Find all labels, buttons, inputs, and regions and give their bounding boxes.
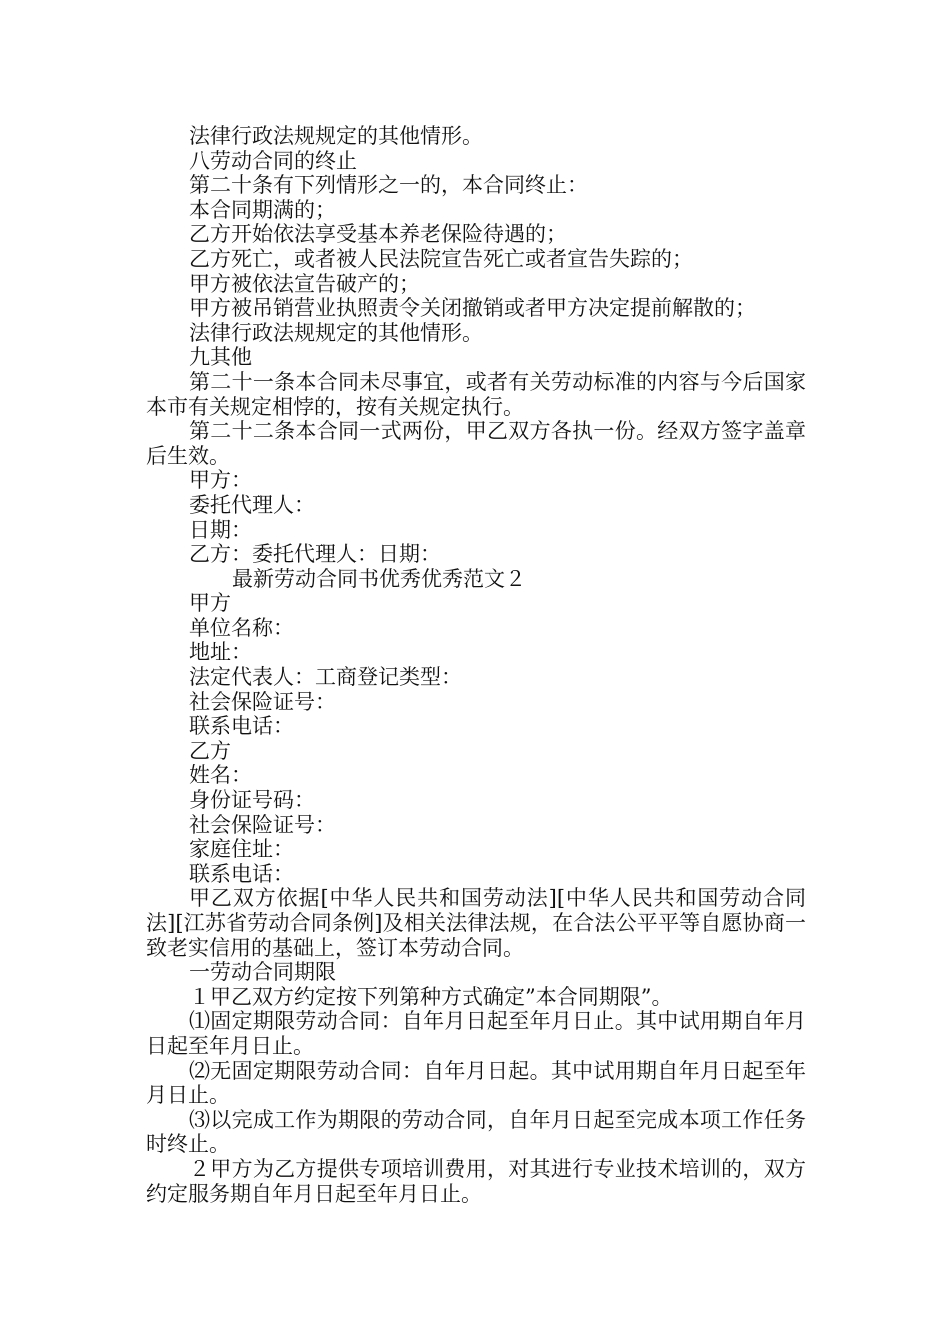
paragraph: 甲方被吊销营业执照责令关闭撤销或者甲方决定提前解散的； (189, 296, 756, 321)
paragraph: １甲乙双方约定按下列第种方式确定”本合同期限”。 (189, 984, 673, 1009)
form-field: 身份证号码： (189, 788, 315, 813)
document-title: 最新劳动合同书优秀优秀范文２ (232, 566, 526, 591)
paragraph: 本合同期满的； (189, 197, 336, 222)
form-field: 单位名称： (189, 615, 294, 640)
signature-field: 甲方： (189, 468, 252, 493)
form-field: 姓名： (189, 763, 252, 788)
signature-field: 乙方：委托代理人：日期： (189, 542, 441, 567)
form-field: 联系电话： (189, 714, 294, 739)
section-heading: 八劳动合同的终止 (189, 148, 357, 173)
paragraph: 法律行政法规规定的其他情形。 (189, 320, 483, 345)
party-heading: 乙方 (189, 738, 231, 763)
form-field: 家庭住址： (189, 837, 294, 862)
form-field: 地址： (189, 640, 252, 665)
paragraph: 乙方死亡，或者被人民法院宣告死亡或者宣告失踪的； (189, 246, 693, 271)
paragraph: 甲乙双方依据[中华人民共和国劳动法][中华人民共和国劳动合同法][江苏省劳动合同条例]及相关法律法规，在合法公平平等自愿协商一致老实信用的基础上，签订本劳动合同。 (146, 886, 806, 960)
section-heading: 九其他 (189, 345, 252, 370)
paragraph: ⑴固定期限劳动合同：自年月日起至年月日止。其中试用期自年月日起至年月日止。 (146, 1009, 806, 1058)
paragraph: ⑵无固定期限劳动合同：自年月日起。其中试用期自年月日起至年月日止。 (146, 1058, 806, 1108)
paragraph: 第二十二条本合同一式两份，甲乙双方各执一份。经双方签字盖章后生效。 (146, 419, 806, 468)
paragraph: 甲方被依法宣告破产的； (189, 271, 420, 296)
form-field: 社会保险证号： (189, 812, 336, 837)
paragraph: ２甲方为乙方提供专项培训费用，对其进行专业技术培训的，双方约定服务期自年月日起至年月日止。 (146, 1156, 806, 1206)
signature-field: 委托代理人： (189, 492, 315, 517)
form-field: 联系电话： (189, 861, 294, 886)
document-body (146, 124, 806, 1206)
paragraph: 法律行政法规规定的其他情形。 (189, 124, 483, 148)
paragraph: 乙方开始依法享受基本养老保险待遇的； (189, 222, 567, 247)
form-field: 社会保险证号： (189, 689, 336, 714)
signature-field: 日期： (189, 517, 252, 542)
paragraph: ⑶以完成工作为期限的劳动合同，自年月日起至完成本项工作任务时终止。 (146, 1107, 806, 1157)
form-field: 法定代表人：工商登记类型： (189, 665, 462, 690)
paragraph: 第二十一条本合同未尽事宜，或者有关劳动标准的内容与今后国家本市有关规定相悖的，按有关规定执行。 (146, 369, 806, 419)
section-heading: 一劳动合同期限 (189, 960, 336, 985)
paragraph: 第二十条有下列情形之一的，本合同终止： (189, 173, 588, 198)
party-heading: 甲方 (189, 591, 231, 616)
